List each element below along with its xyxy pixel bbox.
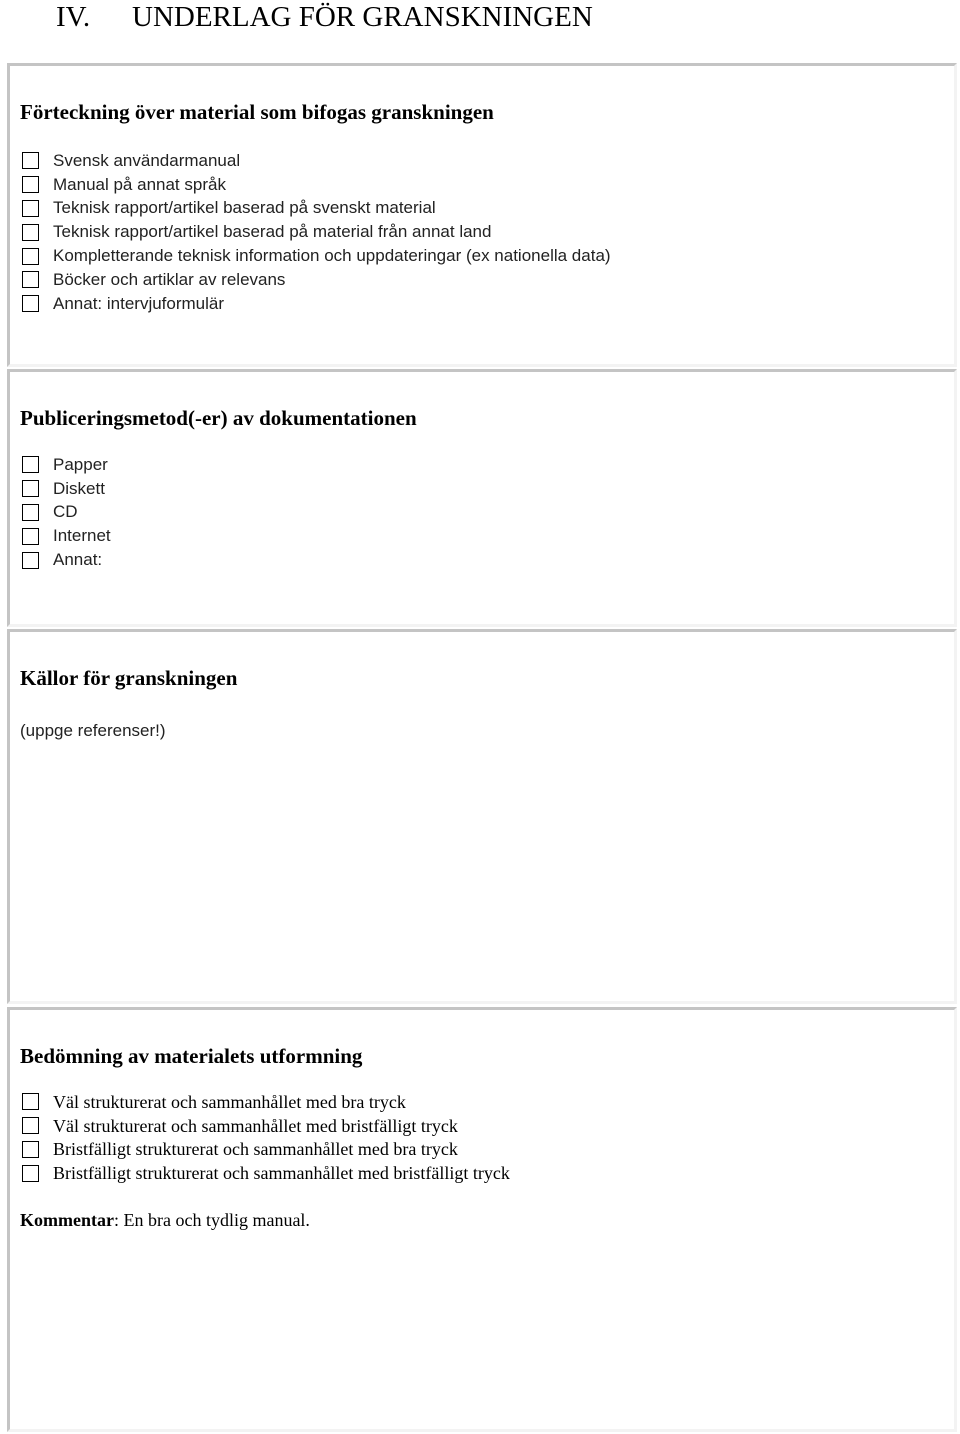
assessment-checklist: [22, 1090, 510, 1185]
option-label: Manual på annat språk: [53, 174, 226, 194]
option-label: CD: [53, 502, 78, 522]
checkbox[interactable]: [22, 176, 39, 193]
assessment-option[interactable]: [22, 1138, 510, 1162]
option-label: Böcker och artiklar av relevans: [53, 269, 286, 289]
sources-note: (uppge referenser!): [20, 721, 166, 740]
comment-text: : En bra och tydlig manual.: [113, 1210, 310, 1230]
option-label: Diskett: [53, 478, 105, 498]
option-label: Svensk användarmanual: [53, 150, 241, 170]
option-label: Kompletterande teknisk information och uppdateringar (ex nationella data): [53, 246, 611, 266]
option-label: Teknisk rapport/artikel baserad på svenskt material: [53, 198, 436, 218]
material-option[interactable]: [22, 220, 611, 244]
publication-checklist: [22, 453, 111, 572]
heading-title: UNDERLAG FÖR GRANSKNINGEN: [132, 1, 593, 33]
checkbox[interactable]: [22, 295, 39, 312]
publication-option[interactable]: [22, 453, 111, 477]
material-option[interactable]: [22, 244, 611, 268]
material-section-title: Förteckning över material som bifogas granskningen: [20, 100, 494, 124]
option-label: Bristfälligt strukturerat och sammanhållet med bristfälligt tryck: [53, 1163, 510, 1184]
option-label: Papper: [53, 454, 108, 474]
assessment-option[interactable]: [22, 1090, 510, 1114]
assessment-section: [7, 1007, 957, 1432]
option-label: Annat:: [53, 550, 103, 570]
material-option[interactable]: [22, 149, 611, 173]
publication-option[interactable]: [22, 501, 111, 525]
checkbox[interactable]: [22, 1141, 39, 1158]
checkbox[interactable]: [22, 152, 39, 169]
option-label: Internet: [53, 526, 111, 546]
checkbox[interactable]: [22, 480, 39, 497]
checkbox[interactable]: [22, 504, 39, 521]
page-heading: [56, 0, 593, 34]
sources-section-title: Källor för granskningen: [20, 666, 238, 690]
checkbox[interactable]: [22, 1165, 39, 1182]
publication-option[interactable]: [22, 477, 111, 501]
material-option[interactable]: [22, 268, 611, 292]
assessment-option[interactable]: [22, 1114, 510, 1138]
checkbox[interactable]: [22, 456, 39, 473]
material-option[interactable]: [22, 173, 611, 197]
publication-option[interactable]: [22, 524, 111, 548]
checkbox[interactable]: [22, 200, 39, 217]
option-label: Teknisk rapport/artikel baserad på material från annat land: [53, 222, 492, 242]
checkbox[interactable]: [22, 224, 39, 241]
checkbox[interactable]: [22, 248, 39, 265]
comment-label: Kommentar: [20, 1210, 114, 1230]
checkbox[interactable]: [22, 1117, 39, 1134]
option-label: Väl strukturerat och sammanhållet med bristfälligt tryck: [53, 1115, 458, 1136]
material-checklist: [22, 149, 611, 316]
assessment-section-title: Bedömning av materialets utformning: [20, 1044, 363, 1068]
option-label: Väl strukturerat och sammanhållet med bra tryck: [53, 1091, 406, 1112]
publication-section: [7, 369, 957, 627]
assessment-option[interactable]: [22, 1161, 510, 1185]
sources-section: [7, 629, 957, 1004]
heading-number: IV.: [56, 1, 91, 33]
checkbox[interactable]: [22, 1093, 39, 1110]
material-section: [7, 63, 957, 367]
checkbox[interactable]: [22, 528, 39, 545]
checkbox[interactable]: [22, 271, 39, 288]
option-label: Annat: intervjuformulär: [53, 293, 225, 313]
publication-option[interactable]: [22, 548, 111, 572]
publication-section-title: Publiceringsmetod(-er) av dokumentationen: [20, 406, 417, 430]
checkbox[interactable]: [22, 552, 39, 569]
comment: [20, 1209, 310, 1231]
material-option[interactable]: [22, 292, 611, 316]
material-option[interactable]: [22, 197, 611, 221]
option-label: Bristfälligt strukturerat och sammanhållet med bra tryck: [53, 1139, 458, 1160]
